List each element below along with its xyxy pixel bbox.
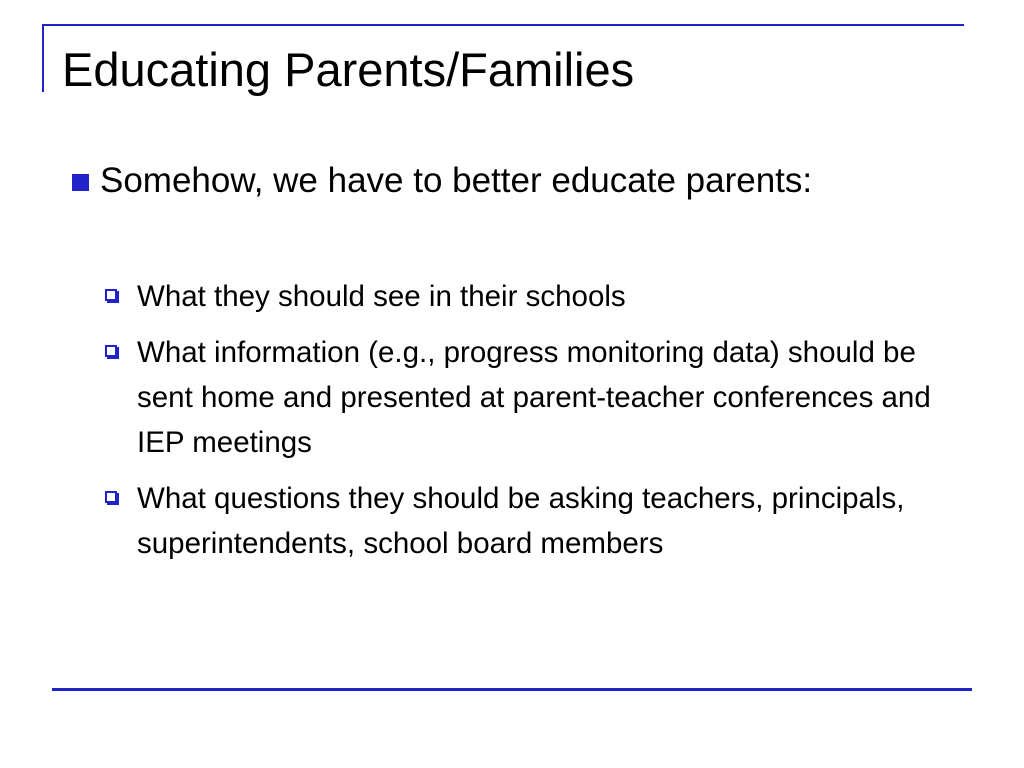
shadowed-square-icon [105,345,117,357]
sub-bullet-text: What they should see in their schools [137,280,626,313]
filled-square-icon [72,174,89,191]
shadowed-square-icon [105,289,117,301]
bullet-item [100,157,900,205]
sub-bullet-list [137,274,977,577]
top-rule [42,24,964,26]
sub-bullet-item [137,274,977,319]
sub-bullet-item [137,476,977,566]
left-accent-rule [42,26,44,92]
shadowed-square-icon [105,491,117,503]
sub-bullet-text: What information (e.g., progress monitoring data) should be sent home and presented at parent-teacher conferences and IEP meetings [137,336,931,459]
slide-title: Educating Parents/Families [62,43,635,96]
bullet-text: Somehow, we have to better educate parents: [100,161,813,200]
sub-bullet-text: What questions they should be asking teachers, principals, superintendents, school board members [137,482,905,560]
sub-bullet-item [137,330,977,465]
bottom-rule [52,688,972,691]
